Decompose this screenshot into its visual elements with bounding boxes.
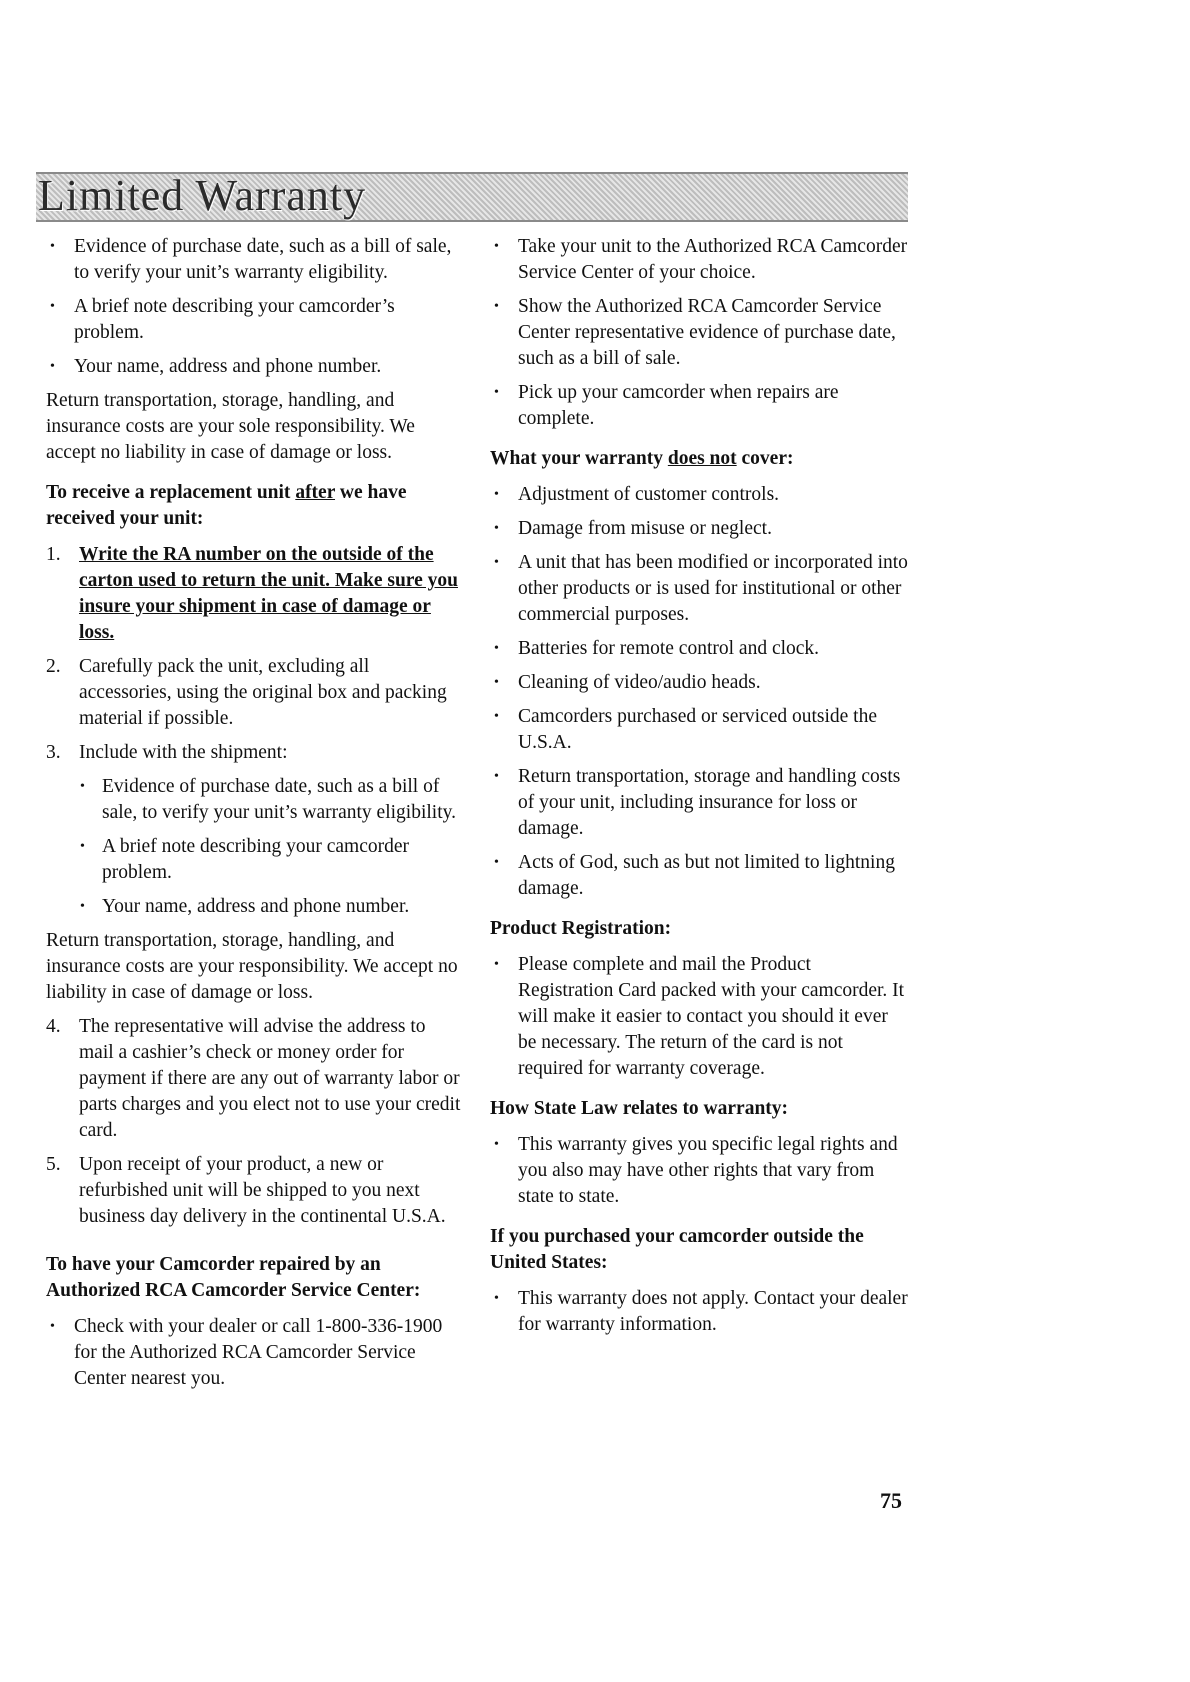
list-item: • This warranty gives you specific legal rights and you also may have other rights that vary from state to state. — [490, 1132, 910, 1210]
right-column — [490, 234, 910, 1346]
list-item: • A brief note describing your camcorder’s problem. — [46, 294, 464, 346]
repair-heading: To have your Camcorder repaired by an Authorized RCA Camcorder Service Center: — [46, 1254, 421, 1301]
heading-text: we have received your unit: — [46, 482, 407, 529]
page-number: 75 — [880, 1488, 902, 1513]
registration-heading: Product Registration: — [490, 918, 672, 939]
step-text: Write the RA number on the outside of the carton used to return the unit. Make sure you insure your shipment in case of damage or loss. — [79, 544, 458, 643]
list-item: • Your name, address and phone number. — [46, 354, 464, 380]
numbered-step — [46, 654, 464, 732]
heading-text: To receive a replacement unit — [46, 482, 296, 503]
list-item: • Batteries for remote control and clock. — [490, 636, 910, 662]
left-column — [46, 234, 464, 1400]
list-item: • Evidence of purchase date, such as a bill of sale, to verify your unit’s warranty eligibility. — [46, 234, 464, 286]
step-text: Carefully pack the unit, excluding all accessories, using the original box and packing material if possible. — [79, 656, 447, 729]
list-item: • This warranty does not apply. Contact your dealer for warranty information. — [490, 1286, 910, 1338]
list-item: • Acts of God, such as but not limited to lightning damage. — [490, 850, 910, 902]
list-item: • Evidence of purchase date, such as a bill of sale, to verify your unit’s warranty eligibility. — [80, 774, 464, 826]
replacement-heading — [46, 480, 464, 532]
list-item: • Please complete and mail the Product Registration Card packed with your camcorder. It will make it easier to contact you should it ever be necessary. The return of the card is not required for warranty coverage. — [490, 952, 910, 1082]
list-item: • Cleaning of video/audio heads. — [490, 670, 910, 696]
heading-text: cover: — [736, 448, 794, 469]
step-number: 1. — [46, 544, 61, 565]
step-number: 5. — [46, 1154, 61, 1175]
section-banner — [36, 172, 908, 222]
numbered-step — [46, 1014, 464, 1144]
responsibility-paragraph: Return transportation, storage, handling, and insurance costs are your responsibility. We accept no liability in case of damage or loss. — [46, 930, 458, 1003]
numbered-step — [46, 1152, 464, 1230]
list-item: • Show the Authorized RCA Camcorder Service Center representative evidence of purchase date, such as a bill of sale. — [490, 294, 910, 372]
not-covered-heading — [490, 446, 910, 472]
step-text: Upon receipt of your product, a new or refurbished unit will be shipped to you next business day delivery in the continental U.S.A. — [79, 1154, 446, 1227]
list-item: • Check with your dealer or call 1-800-336-1900 for the Authorized RCA Camcorder Service Center nearest you. — [46, 1314, 464, 1392]
list-item: • Your name, address and phone number. — [80, 894, 464, 920]
list-item: • Damage from misuse or neglect. — [490, 516, 910, 542]
responsibility-paragraph: Return transportation, storage, handling, and insurance costs are your sole responsibility. We accept no liability in case of damage or loss. — [46, 390, 415, 463]
list-item: • Pick up your camcorder when repairs are complete. — [490, 380, 910, 432]
list-item: • Camcorders purchased or serviced outside the U.S.A. — [490, 704, 910, 756]
heading-emphasis: does not — [667, 448, 737, 469]
step-text: Include with the shipment: — [79, 742, 288, 763]
step-number: 3. — [46, 742, 61, 763]
numbered-step — [46, 542, 464, 646]
list-item: • A brief note describing your camcorder problem. — [80, 834, 464, 886]
list-item: • Take your unit to the Authorized RCA Camcorder Service Center of your choice. — [490, 234, 910, 286]
step-number: 2. — [46, 656, 61, 677]
numbered-step — [46, 740, 464, 766]
outside-us-heading: If you purchased your camcorder outside the United States: — [490, 1226, 864, 1273]
heading-text: What your warranty — [490, 448, 668, 469]
list-item: • Return transportation, storage and handling costs of your unit, including insurance for loss or damage. — [490, 764, 910, 842]
step-text: The representative will advise the address to mail a cashier’s check or money order for payment if there are any out of warranty labor or parts charges and you elect not to use your credit card. — [79, 1016, 461, 1141]
list-item: • Adjustment of customer controls. — [490, 482, 910, 508]
step-number: 4. — [46, 1016, 61, 1037]
list-item: • A unit that has been modified or incorporated into other products or is used for institutional or other commercial purposes. — [490, 550, 910, 628]
page-title: Limited Warranty — [38, 171, 367, 220]
state-law-heading: How State Law relates to warranty: — [490, 1098, 789, 1119]
heading-emphasis: after — [295, 482, 336, 503]
